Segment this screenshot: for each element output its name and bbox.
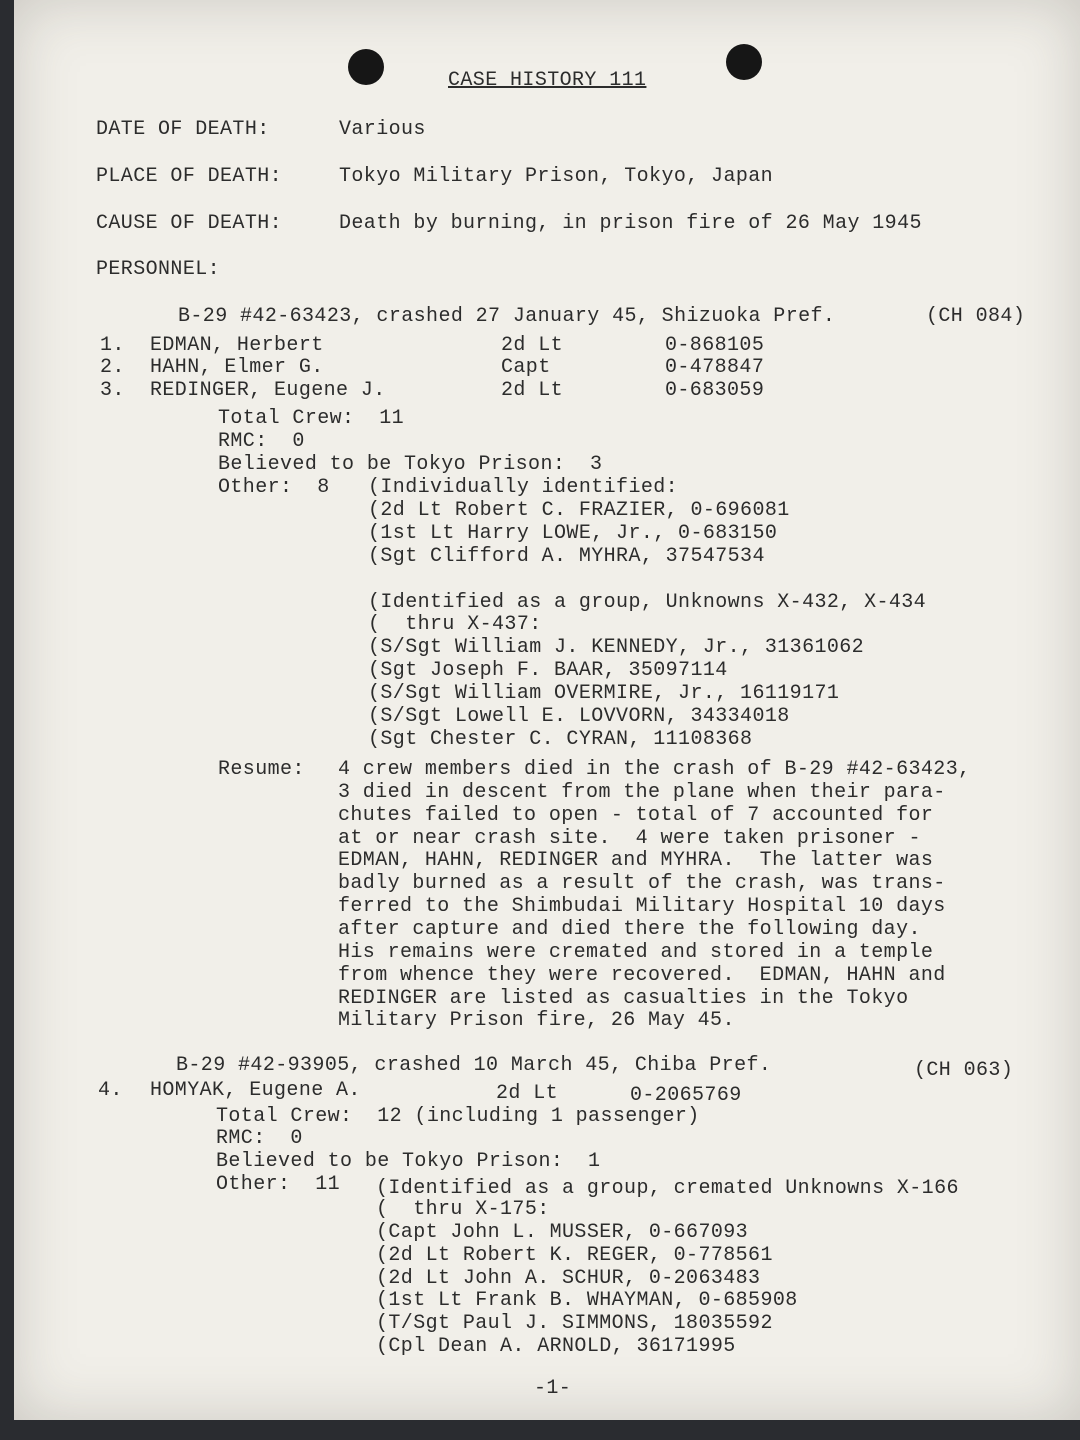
personnel-number: 2. (100, 356, 125, 379)
date-of-death-value: Various (339, 118, 426, 141)
other-line: ( thru X-437: (368, 613, 542, 636)
resume-line: chutes failed to open - total of 7 accounted for (338, 804, 934, 827)
total-crew: Total Crew: 11 (218, 407, 405, 430)
other-line: (S/Sgt William OVERMIRE, Jr., 16119171 (368, 682, 840, 705)
personnel-serial: 0-868105 (665, 334, 765, 357)
other-line: (Identified as a group, cremated Unknowns X-166 (376, 1177, 959, 1200)
personnel-name: REDINGER, Eugene J. (150, 379, 386, 402)
other-line: (2d Lt Robert C. FRAZIER, 0-696081 (368, 499, 790, 522)
personnel-serial: 0-478847 (665, 356, 765, 379)
resume-line: badly burned as a result of the crash, was trans- (338, 872, 946, 895)
rmc: RMC: 0 (216, 1127, 303, 1150)
other-line: (2d Lt Robert K. REGER, 0-778561 (376, 1244, 773, 1267)
punch-hole (348, 49, 384, 85)
document-page (14, 0, 1080, 1420)
resume-line: from whence they were recovered. EDMAN, HAHN and (338, 964, 946, 987)
cause-of-death-label: CAUSE OF DEATH: (96, 212, 283, 235)
resume-line: ferred to the Shimbudai Military Hospital 10 days (338, 895, 946, 918)
resume-line: at or near crash site. 4 were taken prisoner - (338, 827, 921, 850)
other-line: (T/Sgt Paul J. SIMMONS, 18035592 (376, 1312, 773, 1335)
aircraft-line: B-29 #42-93905, crashed 10 March 45, Chiba Pref. (176, 1054, 772, 1077)
other-line: (1st Lt Harry LOWE, Jr., 0-683150 (368, 522, 778, 545)
resume-line: Military Prison fire, 26 May 45. (338, 1009, 735, 1032)
rmc: RMC: 0 (218, 430, 305, 453)
personnel-rank: 2d Lt (501, 379, 564, 402)
personnel-number: 4. (98, 1079, 123, 1102)
other-line: ( thru X-175: (376, 1198, 550, 1221)
other-line: (2d Lt John A. SCHUR, 0-2063483 (376, 1267, 761, 1290)
place-of-death-label: PLACE OF DEATH: (96, 165, 283, 188)
other-line: (1st Lt Frank B. WHAYMAN, 0-685908 (376, 1289, 798, 1312)
page-title: CASE HISTORY 111 (448, 69, 647, 92)
resume-line: His remains were cremated and stored in a temple (338, 941, 934, 964)
personnel-number: 3. (100, 379, 125, 402)
resume-line: REDINGER are listed as casualties in the Tokyo (338, 987, 909, 1010)
other-line: (Sgt Clifford A. MYHRA, 37547534 (368, 545, 765, 568)
page-number: -1- (534, 1377, 572, 1400)
resume-label: Resume: (218, 758, 305, 781)
cause-of-death-value: Death by burning, in prison fire of 26 May 1945 (339, 212, 922, 235)
resume-line: after capture and died there the following day. (338, 918, 921, 941)
personnel-rank: 2d Lt (501, 334, 564, 357)
believed-tokyo-prison: Believed to be Tokyo Prison: 1 (216, 1150, 601, 1173)
other-line: (S/Sgt Lowell E. LOVVORN, 34334018 (368, 705, 790, 728)
resume-line: EDMAN, HAHN, REDINGER and MYHRA. The latter was (338, 849, 934, 872)
other-line: (Cpl Dean A. ARNOLD, 36171995 (376, 1335, 736, 1358)
personnel-label: PERSONNEL: (96, 258, 221, 281)
place-of-death-value: Tokyo Military Prison, Tokyo, Japan (339, 165, 774, 188)
personnel-name: HAHN, Elmer G. (150, 356, 324, 379)
other-line: (Individually identified: (368, 476, 679, 499)
other-line: (Capt John L. MUSSER, 0-667093 (376, 1221, 749, 1244)
personnel-serial: 0-2065769 (630, 1084, 742, 1107)
punch-hole (726, 44, 762, 80)
personnel-rank: 2d Lt (496, 1082, 559, 1105)
other-line: (Sgt Chester C. CYRAN, 11108368 (368, 728, 753, 751)
personnel-name: EDMAN, Herbert (150, 334, 324, 357)
case-ref: (CH 063) (914, 1059, 1014, 1082)
personnel-serial: 0-683059 (665, 379, 765, 402)
other-line: (Sgt Joseph F. BAAR, 35097114 (368, 659, 728, 682)
believed-tokyo-prison: Believed to be Tokyo Prison: 3 (218, 453, 603, 476)
personnel-number: 1. (100, 334, 125, 357)
personnel-rank: Capt (501, 356, 551, 379)
aircraft-line: B-29 #42-63423, crashed 27 January 45, Shizuoka Pref. (178, 305, 836, 328)
personnel-name: HOMYAK, Eugene A. (150, 1079, 361, 1102)
total-crew: Total Crew: 12 (including 1 passenger) (216, 1105, 700, 1128)
resume-line: 4 crew members died in the crash of B-29 #42-63423, (338, 758, 971, 781)
other-line: (S/Sgt William J. KENNEDY, Jr., 31361062 (368, 636, 865, 659)
other-line: (Identified as a group, Unknowns X-432, X-434 (368, 591, 927, 614)
date-of-death-label: DATE OF DEATH: (96, 118, 270, 141)
case-ref: (CH 084) (926, 305, 1026, 328)
other-label: Other: 11 (216, 1173, 341, 1196)
resume-line: 3 died in descent from the plane when their para- (338, 781, 946, 804)
other-label: Other: 8 (218, 476, 330, 499)
